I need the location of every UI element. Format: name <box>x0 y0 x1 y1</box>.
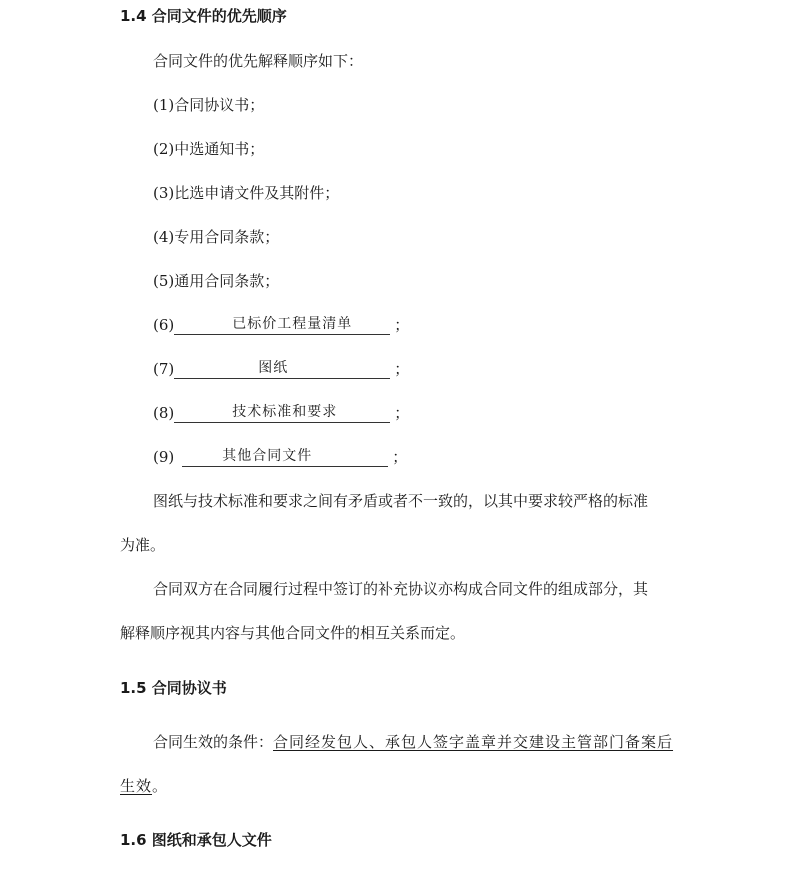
item-number: (9) <box>153 448 175 466</box>
item-end: ； <box>394 404 410 422</box>
condition-label: 合同生效的条件： <box>153 733 274 751</box>
list-item: (5)通用合同条款； <box>153 272 280 290</box>
fill-value: 图纸 <box>258 360 289 376</box>
paragraph-line: 为准。 <box>120 536 166 554</box>
list-item: (3)比选申请文件及其附件； <box>153 184 340 202</box>
order-intro: 合同文件的优先解释顺序如下： <box>153 52 364 70</box>
effective-condition <box>153 731 673 752</box>
list-item: (4)专用合同条款； <box>153 228 280 246</box>
item-number: (8) <box>153 404 175 422</box>
effective-condition-cont <box>120 775 167 796</box>
paragraph-line: 解释顺序视其内容与其他合同文件的相互关系而定。 <box>120 624 466 642</box>
fill-blank <box>174 360 390 379</box>
fill-value: 其他合同文件 <box>222 448 313 464</box>
heading-1-4: 1.4 合同文件的优先顺序 <box>120 7 287 25</box>
blank-item-8 <box>153 402 409 423</box>
blank-item-9 <box>153 446 407 467</box>
fill-blank <box>174 316 390 335</box>
list-item: (2)中选通知书； <box>153 140 265 158</box>
condition-value-cont: 生效 <box>120 777 153 795</box>
item-end: ； <box>394 360 410 378</box>
item-number: (7) <box>153 360 175 378</box>
condition-value: 合同经发包人、承包人签字盖章并交建设主管部门备案后 <box>273 733 674 751</box>
fill-blank <box>182 448 388 467</box>
heading-1-6: 1.6 图纸和承包人文件 <box>120 831 272 849</box>
blank-item-7 <box>153 358 409 379</box>
fill-value: 技术标准和要求 <box>232 404 338 420</box>
fill-value: 已标价工程量清单 <box>232 316 353 332</box>
list-item: (1)合同协议书； <box>153 96 265 114</box>
blank-item-6 <box>153 314 409 335</box>
item-end: ； <box>394 316 410 334</box>
paragraph-line: 图纸与技术标准和要求之间有矛盾或者不一致的，以其中要求较严格的标准 <box>153 492 649 510</box>
item-end: ； <box>392 448 408 466</box>
fill-blank <box>174 404 390 423</box>
heading-1-5: 1.5 合同协议书 <box>120 679 227 697</box>
paragraph-line: 合同双方在合同履行过程中签订的补充协议亦构成合同文件的组成部分，其 <box>153 580 649 598</box>
condition-end: 。 <box>152 777 168 795</box>
item-number: (6) <box>153 316 175 334</box>
